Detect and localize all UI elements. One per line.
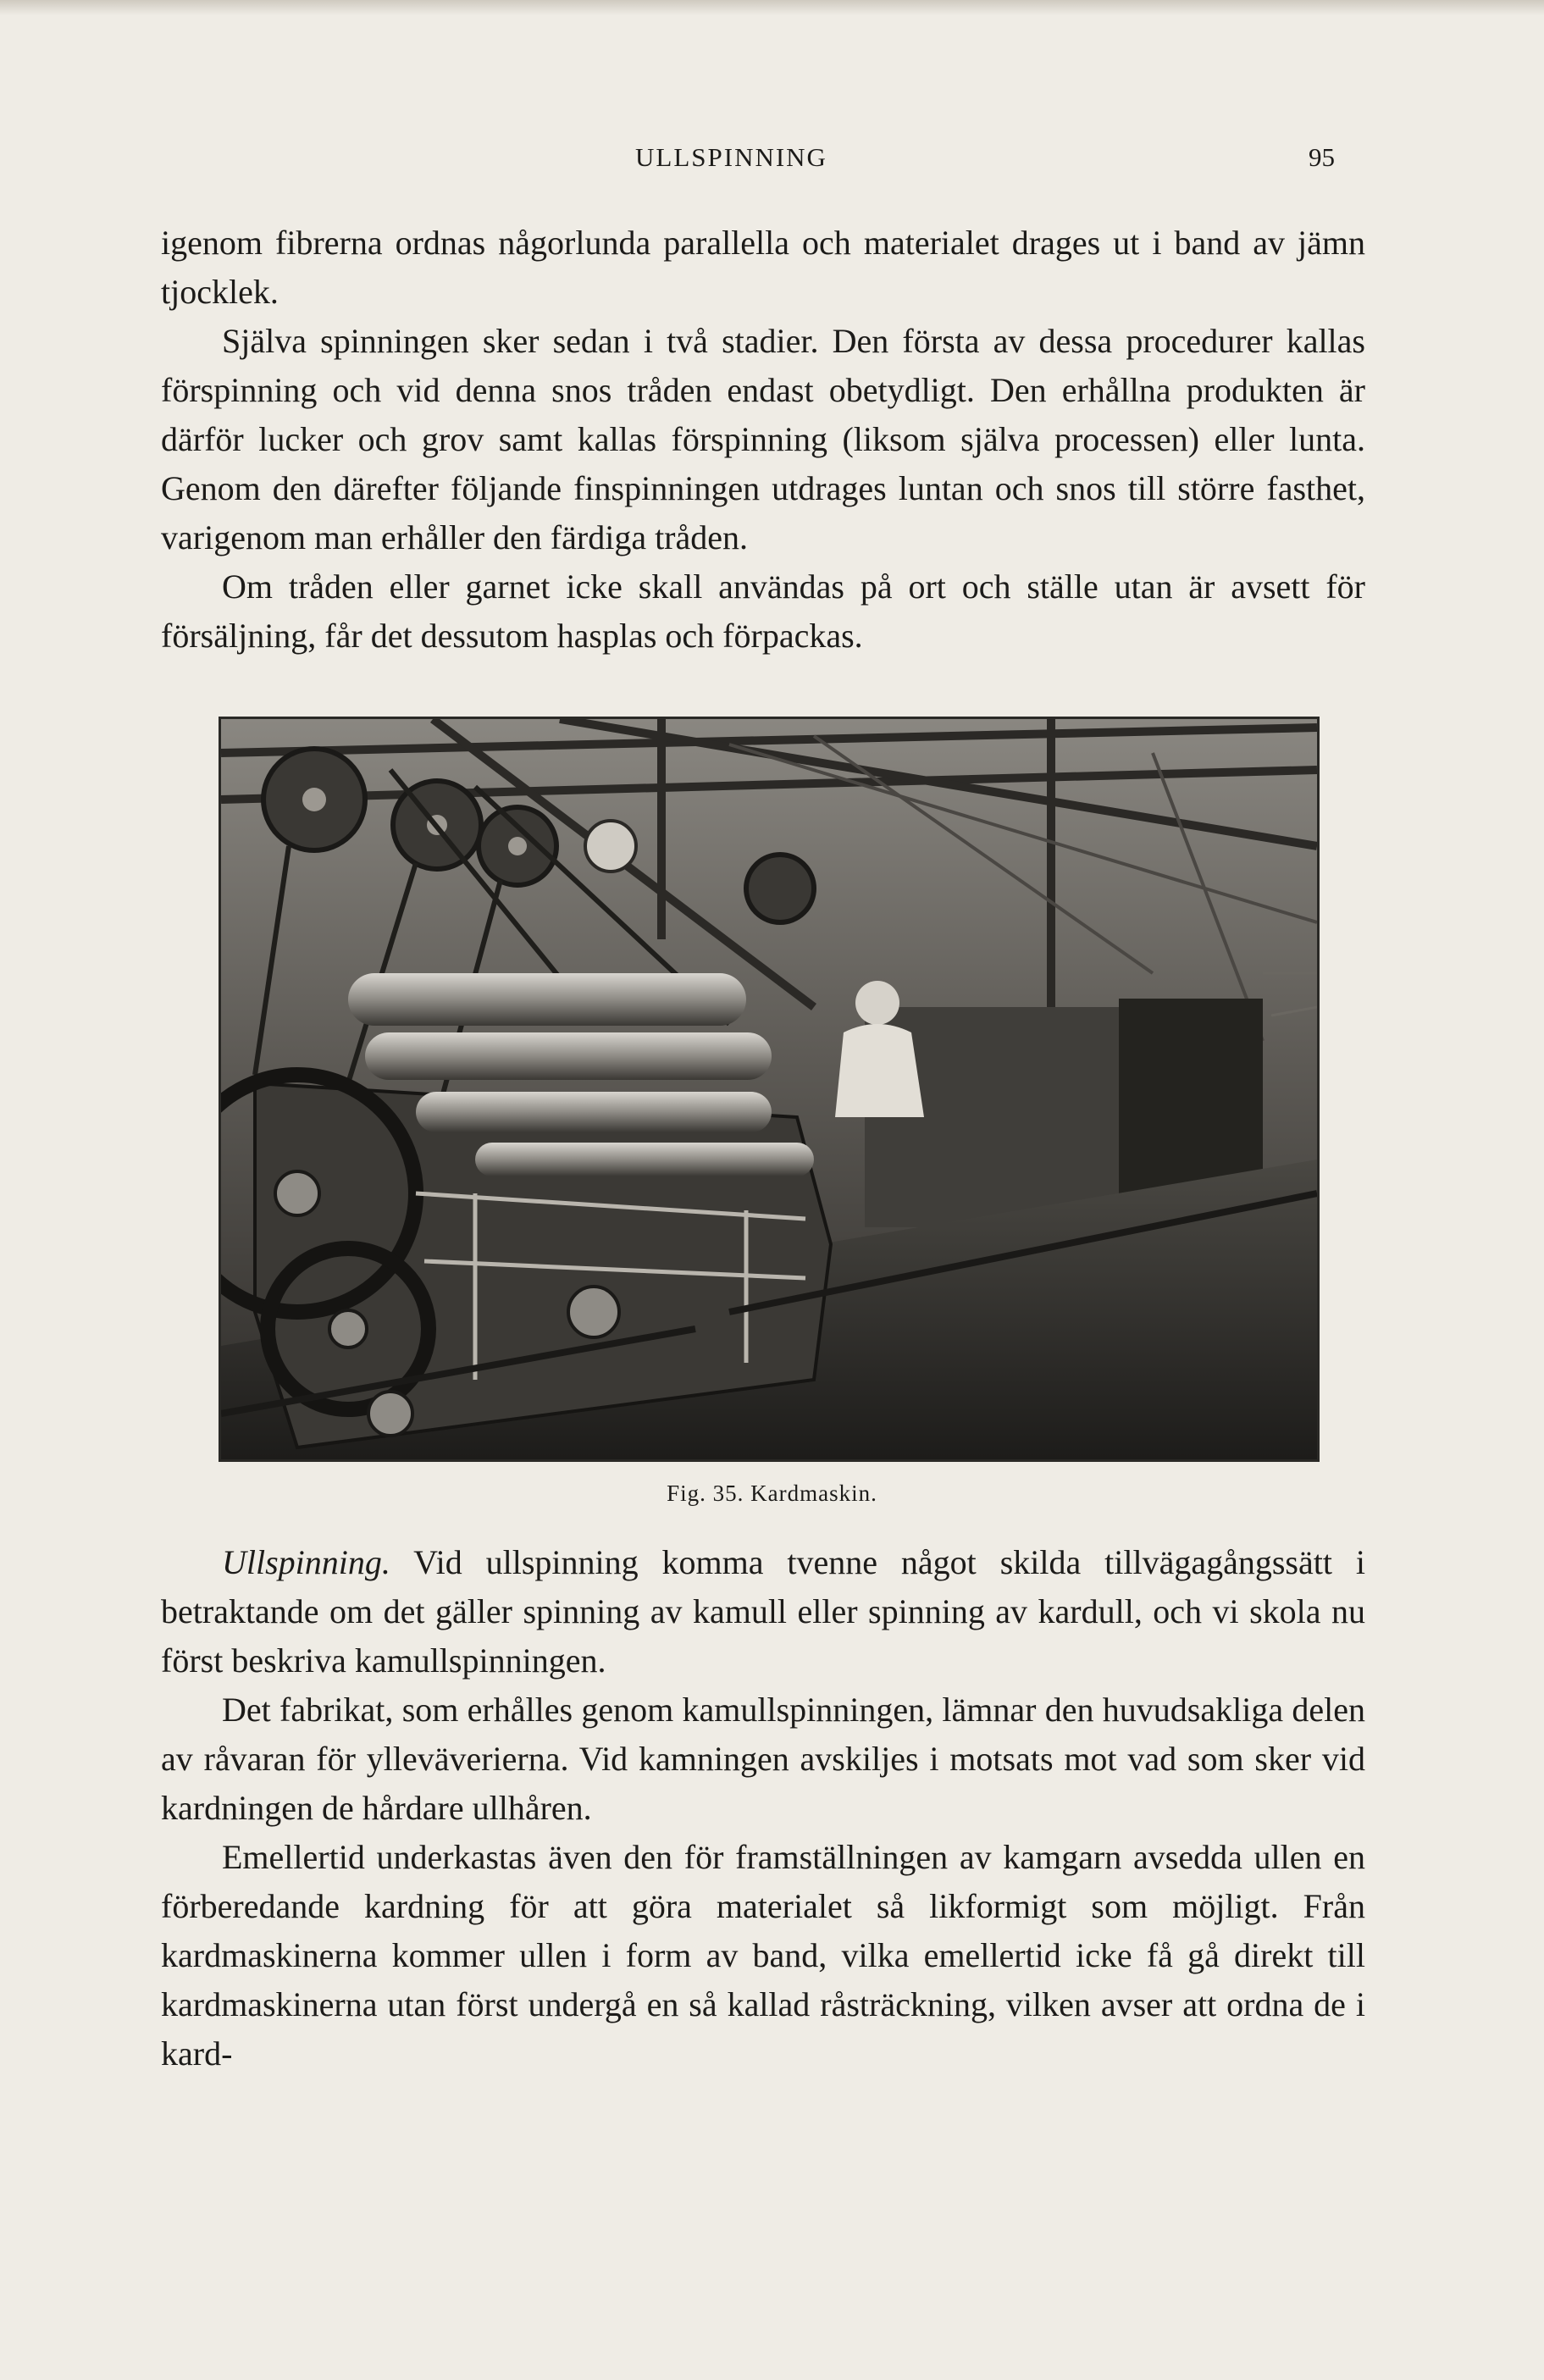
section-paragraph-text: Vid ullspinning komma tvenne något skilda tillvägagångssätt i betraktande om det gäller spinning av kamull eller spinning av kardull, och vi skola nu först beskriva kamullspinningen.: [161, 1543, 1365, 1680]
section-heading: Ullspinning.: [222, 1543, 390, 1581]
text-block-top: [161, 219, 1365, 661]
paragraph: Själva spinningen sker sedan i två stadier. Den första av dessa procedurer kallas förspinning och vid denna snos tråden endast obetydligt. Den erhållna produkten är därför lucker och grov samt kallas förspinning (liksom själva processen) eller lunta. Genom den därefter följande finspinningen utdrages luntan och snos till större fasthet, varigenom man erhåller den färdiga tråden.: [161, 322, 1365, 556]
figure-photograph: [219, 717, 1320, 1462]
paragraph: Det fabrikat, som erhålles genom kamullspinningen, lämnar den huvudsakliga delen av råvaran för ylleväverierna. Vid kamningen avskiljes i motsats mot vad som sker vid kardningen de hårdare ullhåren.: [161, 1691, 1365, 1827]
paragraph: Om tråden eller garnet icke skall användas på ort och ställe utan är avsett för försäljning, får det dessutom hasplas och förpackas.: [161, 567, 1365, 655]
running-title: ULLSPINNING: [635, 142, 827, 172]
carding-machine-photo: [221, 719, 1317, 1459]
paragraph: Emellertid underkastas även den för framställningen av kamgarn avsedda ullen en förberedande kardning för att göra materialet så likformigt som möjligt. Från kardmaskinerna kommer ullen i form av band, vilka emellertid icke få gå direkt till kardmaskinerna utan först undergå en så kallad råsträckning, vilken avser att ordna de i kard-: [161, 1838, 1365, 2073]
page-number: 95: [1309, 142, 1335, 172]
figure-caption: Fig. 35. Kardmaskin.: [667, 1481, 877, 1506]
text-block-bottom: [161, 1538, 1365, 2078]
page-edge-shadow: [0, 0, 1544, 15]
paragraph: igenom fibrerna ordnas någorlunda parallella och materialet drages ut i band av jämn tjocklek.: [161, 224, 1365, 311]
section-paragraph: [161, 1538, 1365, 1685]
